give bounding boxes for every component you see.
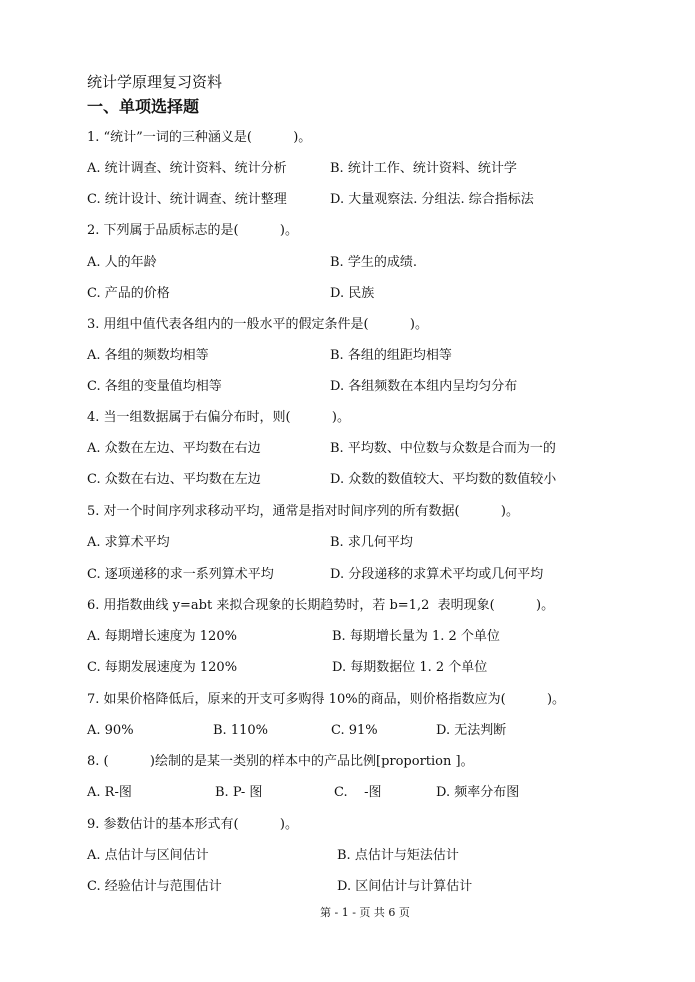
option-c: C. 逐项递移的求一系列算术平均: [87, 567, 274, 582]
option-d: D. 区间估计与计算估计: [337, 879, 473, 894]
question-stem: 6. 用指数曲线 y=abt 来拟合现象的长期趋势时，若 b=1,2 表明现象( )。: [87, 598, 555, 613]
option-b: B. 每期增长量为 1. 2 个单位: [332, 629, 500, 644]
question-stem: 2. 下列属于品质标志的是( )。: [87, 223, 299, 238]
question-stem: 4. 当一组数据属于右偏分布时，则( )。: [87, 410, 351, 425]
option-a: A. 每期增长速度为 120%: [87, 629, 237, 644]
option-c: C. 经验估计与范围估计: [87, 879, 222, 894]
document-title: 统计学原理复习资料: [87, 73, 223, 91]
option-a: A. 统计调查、统计资料、统计分析: [87, 161, 287, 176]
option-d: D. 每期数据位 1. 2 个单位: [332, 660, 488, 675]
option-b: B. 点估计与矩法估计: [337, 848, 459, 863]
option-c: C. 各组的变量值均相等: [87, 379, 222, 394]
option-b: B. 统计工作、统计资料、统计学: [330, 161, 517, 176]
question-stem: 3. 用组中值代表各组内的一般水平的假定条件是( )。: [87, 317, 429, 332]
question-stem: 8. ( )绘制的是某一类别的样本中的产品比例[proportion ]。: [87, 754, 474, 769]
option-c: C. 产品的价格: [87, 286, 170, 301]
page-footer: 第 - 1 - 页 共 6 页: [320, 906, 410, 919]
option-c: C. 每期发展速度为 120%: [87, 660, 238, 675]
option-a: A. 各组的频数均相等: [87, 348, 209, 363]
section-heading: 一、单项选择题: [87, 97, 200, 116]
option-b: B. 学生的成绩.: [330, 255, 417, 270]
option-c: C. -图: [334, 785, 382, 800]
option-d: D. 大量观察法. 分组法. 综合指标法: [330, 192, 534, 207]
option-a: A. R-图: [87, 785, 132, 800]
question-stem: 9. 参数估计的基本形式有( )。: [87, 817, 299, 832]
question-stem: 5. 对一个时间序列求移动平均，通常是指对时间序列的所有数据( )。: [87, 504, 520, 519]
option-c: C. 统计设计、统计调查、统计整理: [87, 192, 287, 207]
option-d: D. 频率分布图: [436, 785, 520, 800]
option-a: A. 求算术平均: [87, 535, 170, 550]
option-b: B. 110%: [213, 723, 268, 738]
option-d: D. 各组频数在本组内呈均匀分布: [330, 379, 518, 394]
option-a: A. 90%: [87, 723, 134, 738]
option-c: C. 91%: [331, 723, 378, 738]
option-d: D. 民族: [330, 286, 375, 301]
option-d: D. 无法判断: [436, 723, 507, 738]
question-stem: 7. 如果价格降低后，原来的开支可多购得 10%的商品，则价格指数应为( )。: [87, 692, 566, 707]
question-stem: 1. “统计”一词的三种涵义是( )。: [87, 130, 312, 145]
option-c: C. 众数在右边、平均数在左边: [87, 472, 261, 487]
option-d: D. 众数的数值较大、平均数的数值较小: [330, 472, 557, 487]
option-a: A. 众数在左边、平均数在右边: [87, 441, 261, 456]
option-b: B. 各组的组距均相等: [330, 348, 452, 363]
option-b: B. 求几何平均: [330, 535, 413, 550]
option-b: B. 平均数、中位数与众数是合而为一的: [330, 441, 556, 456]
option-a: A. 点估计与区间估计: [87, 848, 209, 863]
option-d: D. 分段递移的求算术平均或几何平均: [330, 567, 544, 582]
option-a: A. 人的年龄: [87, 255, 157, 270]
option-b: B. P- 图: [215, 785, 263, 800]
